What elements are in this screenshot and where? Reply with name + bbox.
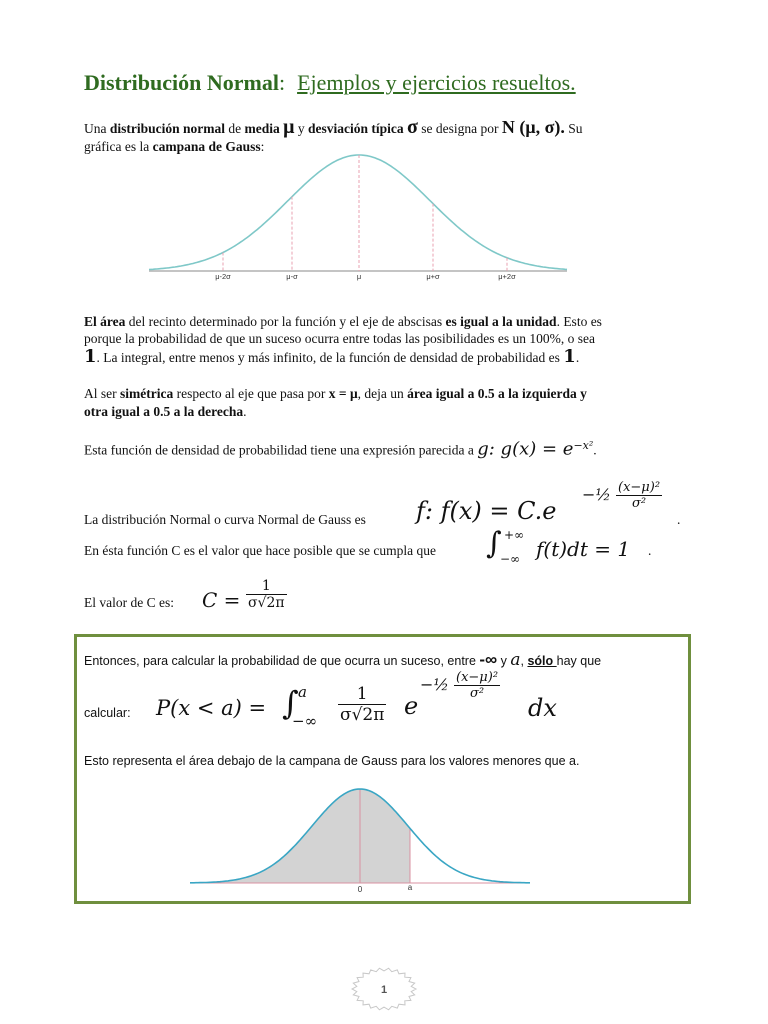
- area-text: . La integral, entre menos y más infinito, de la función de densidad de probabilidad es: [96, 350, 564, 365]
- intro-bold: campana de Gauss: [152, 139, 261, 154]
- g-paragraph: [84, 437, 597, 460]
- page-number: 1: [380, 984, 388, 996]
- exp-denominator: σ²: [469, 686, 485, 701]
- math-one: 1: [84, 346, 97, 367]
- area-text: del recinto determinado por la función y el eje de abscisas: [125, 314, 446, 329]
- exp-numerator: (x−μ)²: [618, 480, 661, 495]
- intro-text: Su: [564, 121, 583, 136]
- tick-label: μ-2σ: [215, 272, 231, 281]
- integral-lower: −∞: [292, 712, 318, 730]
- symmetry-line-2: [84, 403, 247, 421]
- cval-fraction: [246, 578, 287, 611]
- shaded-gauss-chart: [185, 780, 535, 895]
- sym-text: Al ser: [84, 386, 120, 401]
- symmetry-line-1: [84, 385, 587, 403]
- area-bold: es igual a la unidad: [445, 314, 557, 329]
- intro-text: de: [225, 121, 245, 136]
- title-colon: :: [278, 70, 286, 95]
- zero-label: 0: [357, 885, 363, 894]
- box-dx: dx: [528, 694, 557, 722]
- box-text: Entonces, para calcular la probabilidad de que ocurra un suceso, entre: [84, 654, 480, 668]
- page-title: [84, 70, 576, 96]
- c-integrand: f(t)dt = 1: [536, 537, 631, 561]
- intro-bold: distribución normal: [109, 121, 226, 136]
- tick-label: μ+2σ: [498, 272, 516, 281]
- integral-lower: −∞: [500, 552, 521, 566]
- bell-curve: [149, 155, 567, 270]
- gauss-curve-chart: [145, 150, 570, 285]
- box-fraction: [338, 684, 386, 725]
- box-line-1: [84, 651, 601, 670]
- box-exponent: [420, 670, 500, 701]
- sym-text: respecto al eje que pasa por: [173, 386, 329, 401]
- box-calc-label: calcular:: [84, 706, 131, 720]
- intro-text: Una: [84, 121, 110, 136]
- box-text: hay que: [556, 654, 602, 668]
- area-bold: El área: [84, 314, 126, 329]
- normal-notation: N (μ, σ).: [501, 117, 565, 137]
- sym-text: .: [243, 404, 247, 419]
- c-text: En ésta función C es el valor que hace posible que se cumpla que: [84, 543, 437, 558]
- g-exponent: −x²: [573, 439, 594, 452]
- intro-text: y: [294, 121, 308, 136]
- f-text: La distribución Normal o curva Normal de Gauss es: [84, 512, 366, 527]
- fraction-numerator: 1: [338, 684, 386, 705]
- exp-numerator: (x−μ)²: [456, 670, 499, 685]
- cval-lhs: C =: [202, 588, 241, 612]
- a-label: a: [407, 883, 413, 892]
- intro-text: :: [260, 139, 265, 154]
- intro-text: se designa por: [417, 121, 502, 136]
- f-formula: f: f(x) = C.e: [416, 497, 557, 525]
- tick-label: μ+σ: [426, 272, 440, 281]
- sym-bold: área igual a 0.5 a la izquierda y: [407, 386, 587, 401]
- box-note: Esto representa el área debajo de la campana de Gauss para los valores menores que a.: [84, 754, 580, 768]
- title-main: Distribución Normal: [84, 70, 279, 95]
- neg-infinity: -∞: [479, 650, 498, 669]
- integral-sign: ∫: [486, 526, 502, 561]
- title-subtitle: Ejemplos y ejercicios resueltos.: [297, 70, 576, 95]
- f-end: .: [677, 512, 681, 527]
- cval-text: El valor de C es:: [84, 595, 174, 610]
- var-a: a: [510, 650, 521, 670]
- fraction-numerator: 1: [246, 578, 287, 595]
- sym-bold: simétrica: [120, 386, 174, 401]
- area-text: .: [575, 350, 580, 365]
- box-lhs: P(x < a) =: [156, 696, 267, 720]
- exp-denominator: σ²: [631, 496, 647, 511]
- fraction-denominator: σ√2π: [248, 595, 285, 611]
- g-formula: g: g(x) = e: [477, 438, 574, 460]
- g-text: Esta función de densidad de probabilidad tiene una expresión parecida a: [84, 442, 478, 458]
- sigma-symbol: σ: [407, 116, 418, 138]
- integral-upper: +∞: [504, 528, 525, 542]
- intro-text: gráfica es la: [84, 139, 153, 154]
- f-exponent: [582, 480, 662, 511]
- area-text: . Esto es: [556, 314, 602, 329]
- c-end: .: [648, 543, 652, 558]
- shaded-area: [190, 789, 410, 883]
- intro-line-1: [84, 118, 583, 138]
- math-one: 1: [563, 346, 576, 367]
- sigma-dash-lines: [223, 155, 507, 271]
- box-text: y: [497, 654, 511, 668]
- sym-text: , deja un: [357, 386, 408, 401]
- solo-emphasis: sólo: [527, 654, 557, 668]
- integral-upper: a: [298, 683, 307, 701]
- tick-label: μ-σ: [286, 272, 298, 281]
- sym-bold: otra igual a 0.5 a la derecha: [84, 404, 244, 419]
- exp-half: −½: [420, 675, 449, 694]
- area-line-3: [84, 348, 579, 367]
- box-text: ,: [520, 654, 528, 668]
- integral-sign: ∫: [282, 684, 299, 722]
- area-line-2: porque la probabilidad de que un suceso ocurra entre todas las posibilidades es un 100%, o sea: [84, 331, 595, 346]
- intro-bold: desviación típica: [307, 121, 404, 136]
- page-number-badge: [350, 966, 418, 1012]
- mu-symbol: μ: [283, 116, 295, 138]
- exp-half: −½: [582, 485, 611, 504]
- area-line-1: [84, 313, 602, 331]
- intro-bold: media: [244, 121, 280, 136]
- box-e: e: [404, 692, 419, 720]
- sym-bold: x = μ: [328, 386, 358, 401]
- g-text: .: [593, 442, 597, 458]
- fraction-denominator: σ√2π: [340, 705, 385, 725]
- tick-label: μ: [356, 272, 362, 281]
